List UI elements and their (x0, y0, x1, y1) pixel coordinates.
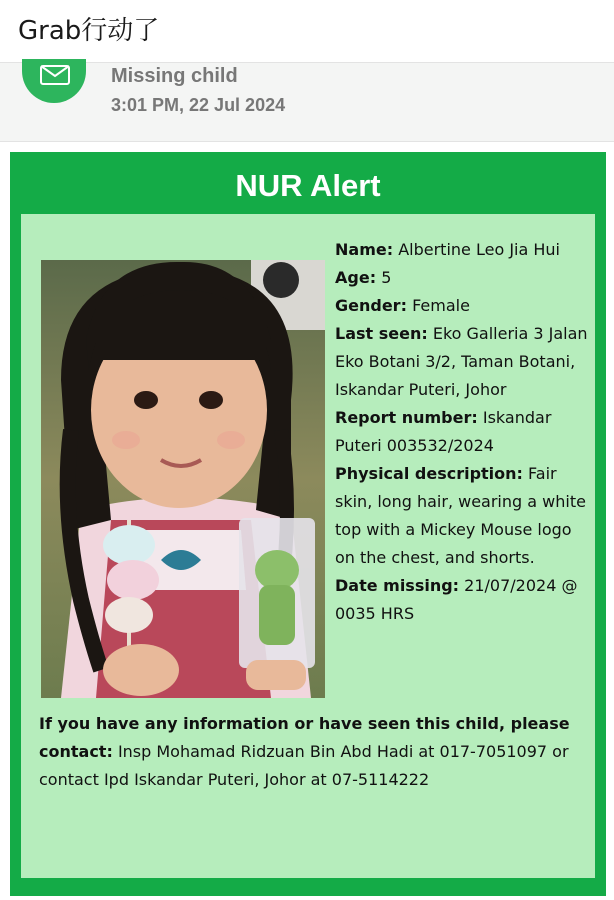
age-row (335, 264, 593, 292)
notification-title: Missing child (111, 65, 238, 87)
contact-info (39, 710, 587, 794)
name-label: Name: (335, 240, 394, 259)
notification-avatar (22, 59, 86, 103)
child-photo (41, 260, 325, 698)
age-value: 5 (381, 268, 392, 287)
contact-lead: If you have any information or have seen this child, please contact: (39, 714, 570, 761)
gender-label: Gender: (335, 296, 407, 315)
gender-row (335, 292, 593, 320)
description-value: Fair skin, long hair, wearing a white top with a Mickey Mouse logo on the chest, and shorts. (335, 464, 586, 567)
report-label: Report number: (335, 408, 478, 427)
nur-alert-poster (10, 152, 606, 896)
date-row (335, 572, 593, 628)
name-value: Albertine Leo Jia Hui (398, 240, 560, 259)
child-details (335, 236, 593, 628)
poster-title: NUR Alert (235, 168, 381, 203)
description-label: Physical description: (335, 464, 523, 483)
child-photo-illustration (41, 260, 325, 698)
post-caption: Grab行动了 (18, 16, 160, 46)
report-value: Iskandar Puteri 003532/2024 (335, 408, 552, 455)
date-value: 21/07/2024 @ 0035 HRS (335, 576, 578, 623)
contact-body: Insp Mohamad Ridzuan Bin Abd Hadi at 017-7051097 or contact Ipd Iskandar Puteri, Johor at 07-5114222 (39, 742, 569, 789)
date-label: Date missing: (335, 576, 460, 595)
gender-value: Female (412, 296, 470, 315)
last-seen-label: Last seen: (335, 324, 428, 343)
description-row (335, 460, 593, 572)
mail-icon (40, 65, 70, 85)
last-seen-row (335, 320, 593, 404)
name-row (335, 236, 593, 264)
poster-panel (21, 214, 595, 878)
last-seen-value: Eko Galleria 3 Jalan Eko Botani 3/2, Taman Botani, Iskandar Puteri, Johor (335, 324, 588, 399)
age-label: Age: (335, 268, 377, 287)
report-row (335, 404, 593, 460)
notification-time: 3:01 PM, 22 Jul 2024 (111, 95, 286, 115)
notification-card[interactable] (0, 62, 614, 142)
